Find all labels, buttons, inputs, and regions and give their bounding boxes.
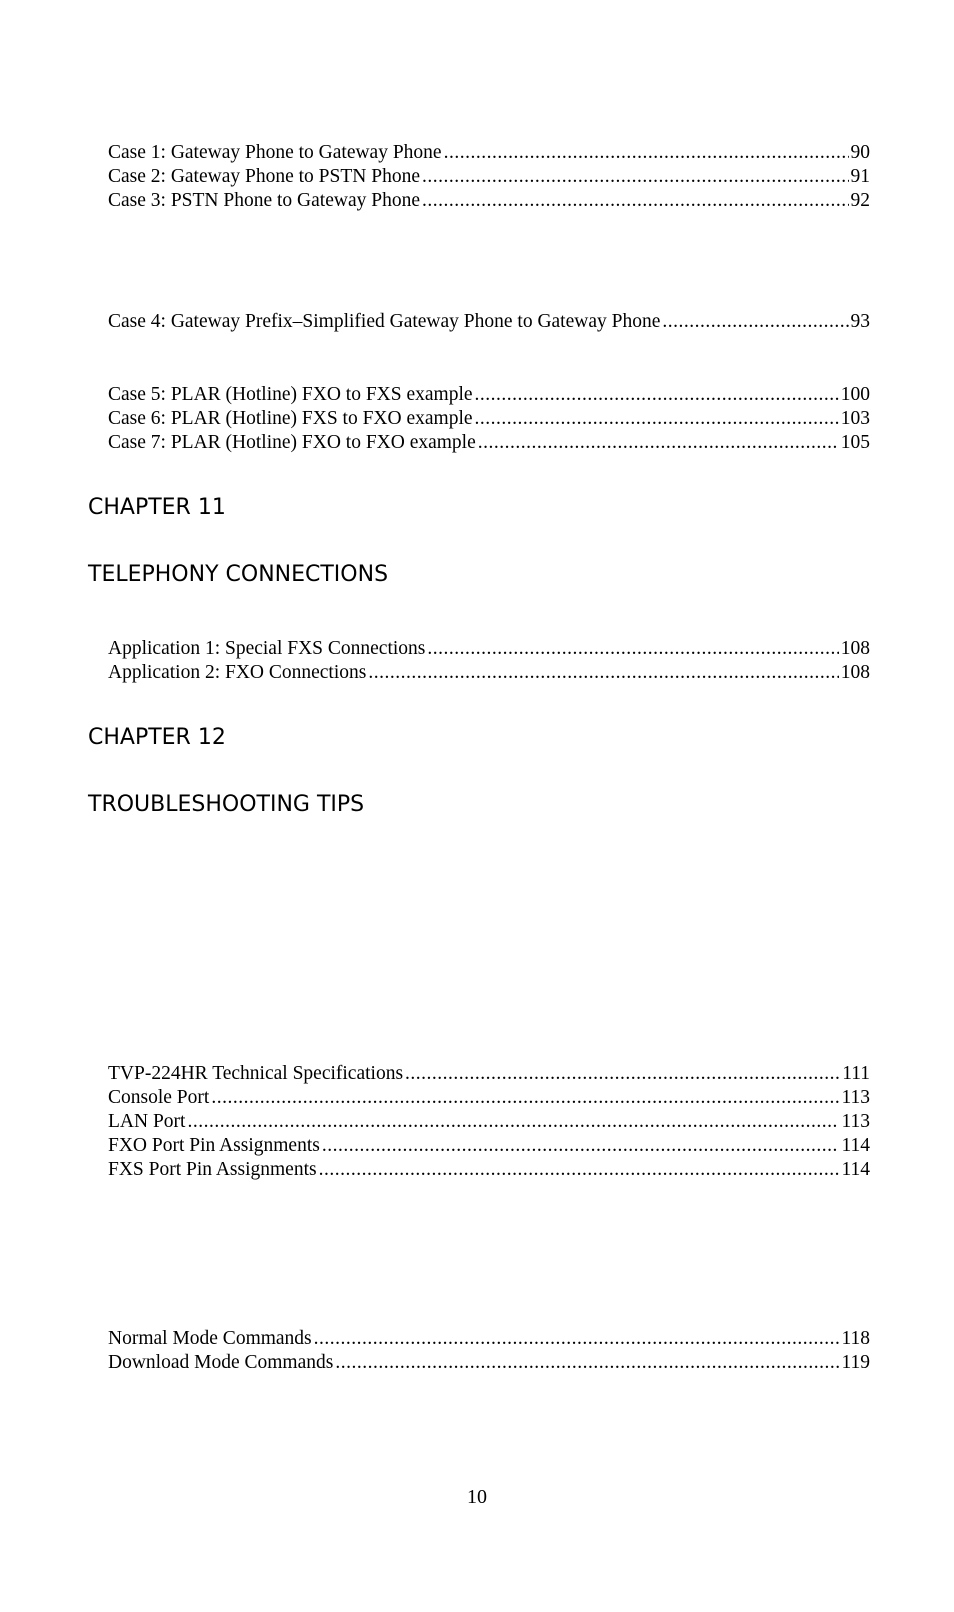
toc-entry[interactable] <box>108 189 870 213</box>
toc-entry-page: 91 <box>850 166 870 187</box>
chapter-12-title: TROUBLESHOOTING TIPS <box>88 792 365 817</box>
toc-entry-title: Download Mode Commands <box>108 1352 334 1373</box>
toc-entry-title: Case 4: Gateway Prefix–Simplified Gateway Phone to Gateway Phone <box>108 311 661 332</box>
toc-group-applications <box>108 637 870 685</box>
toc-entry-title: Console Port <box>108 1087 210 1108</box>
toc-entry-page: 118 <box>841 1328 870 1349</box>
toc-entry[interactable] <box>108 1110 870 1134</box>
toc-entry-title: Case 2: Gateway Phone to PSTN Phone <box>108 166 420 187</box>
toc-entry-title: Case 1: Gateway Phone to Gateway Phone <box>108 142 442 163</box>
toc-group-commands <box>108 1327 870 1375</box>
toc-entry-title: Case 3: PSTN Phone to Gateway Phone <box>108 190 420 211</box>
toc-entry[interactable] <box>108 431 870 455</box>
toc-entry-title: Case 5: PLAR (Hotline) FXO to FXS example <box>108 384 473 405</box>
toc-entry-page: 105 <box>840 432 870 453</box>
toc-dot-leader <box>368 661 838 685</box>
toc-dot-leader <box>405 1062 840 1086</box>
toc-entry-page: 90 <box>850 142 870 163</box>
toc-group-specifications <box>108 1062 870 1182</box>
toc-entry[interactable] <box>108 383 870 407</box>
toc-entry[interactable] <box>108 1351 870 1375</box>
toc-entry-page: 114 <box>841 1135 870 1156</box>
toc-entry-page: 100 <box>840 384 870 405</box>
chapter-11-heading: CHAPTER 11 <box>88 495 226 520</box>
toc-entry[interactable] <box>108 141 870 165</box>
toc-dot-leader <box>662 310 848 334</box>
toc-entry[interactable] <box>108 407 870 431</box>
toc-entry-title: Case 6: PLAR (Hotline) FXS to FXO example <box>108 408 473 429</box>
toc-entry-page: 103 <box>840 408 870 429</box>
toc-dot-leader <box>478 431 839 455</box>
toc-dot-leader <box>422 189 849 213</box>
toc-entry[interactable] <box>108 1134 870 1158</box>
toc-dot-leader <box>444 141 849 165</box>
chapter-11-title: TELEPHONY CONNECTIONS <box>88 562 389 587</box>
toc-entry-page: 119 <box>841 1352 870 1373</box>
toc-entry[interactable] <box>108 165 870 189</box>
toc-entry[interactable] <box>108 1158 870 1182</box>
toc-entry-page: 92 <box>850 190 870 211</box>
page-number: 10 <box>467 1486 487 1508</box>
toc-dot-leader <box>422 165 849 189</box>
toc-entry-page: 108 <box>840 638 870 659</box>
toc-entry[interactable] <box>108 310 870 334</box>
toc-entry-title: LAN Port <box>108 1111 186 1132</box>
toc-dot-leader <box>475 407 839 431</box>
toc-entry-page: 113 <box>841 1087 870 1108</box>
toc-dot-leader <box>319 1158 840 1182</box>
toc-entry[interactable] <box>108 1327 870 1351</box>
toc-entry-page: 111 <box>842 1063 870 1084</box>
chapter-12-heading: CHAPTER 12 <box>88 725 226 750</box>
toc-entry-title: Application 1: Special FXS Connections <box>108 638 426 659</box>
toc-entry[interactable] <box>108 637 870 661</box>
toc-dot-leader <box>211 1086 839 1110</box>
toc-dot-leader <box>427 637 838 661</box>
toc-entry-page: 93 <box>850 311 870 332</box>
toc-entry-title: FXO Port Pin Assignments <box>108 1135 320 1156</box>
toc-dot-leader <box>335 1351 839 1375</box>
toc-entry-title: Application 2: FXO Connections <box>108 662 367 683</box>
toc-dot-leader <box>322 1134 840 1158</box>
toc-entry[interactable] <box>108 1062 870 1086</box>
toc-dot-leader <box>187 1110 839 1134</box>
toc-entry-title: FXS Port Pin Assignments <box>108 1159 317 1180</box>
toc-group-case-4 <box>108 310 870 334</box>
toc-dot-leader <box>475 383 839 407</box>
toc-entry[interactable] <box>108 661 870 685</box>
toc-group-cases-1-3 <box>108 141 870 213</box>
toc-entry-page: 108 <box>840 662 870 683</box>
toc-entry-title: Case 7: PLAR (Hotline) FXO to FXO example <box>108 432 476 453</box>
toc-entry[interactable] <box>108 1086 870 1110</box>
toc-dot-leader <box>314 1327 840 1351</box>
toc-entry-page: 114 <box>841 1159 870 1180</box>
toc-entry-page: 113 <box>841 1111 870 1132</box>
toc-entry-title: TVP-224HR Technical Specifications <box>108 1063 404 1084</box>
toc-group-cases-5-7 <box>108 383 870 455</box>
toc-entry-title: Normal Mode Commands <box>108 1328 312 1349</box>
